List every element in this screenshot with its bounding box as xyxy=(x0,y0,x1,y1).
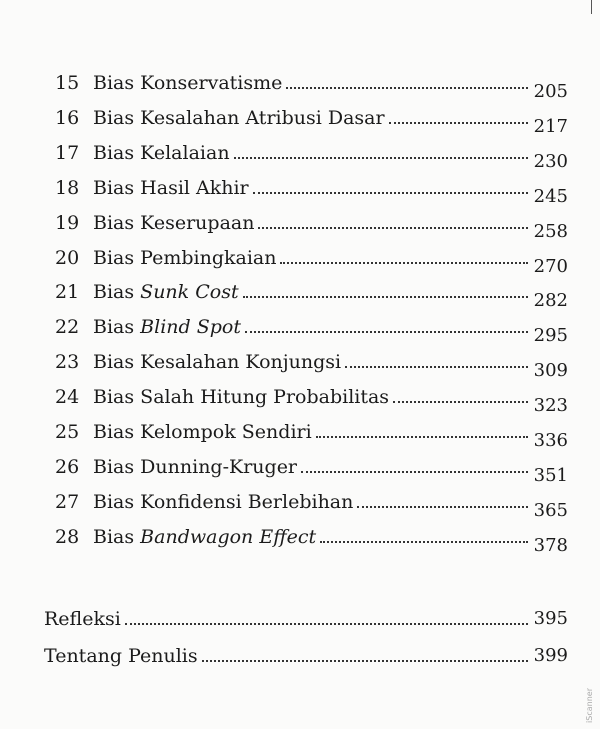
chapter-title: Dunning-Kruger xyxy=(140,455,298,478)
toc-entry xyxy=(55,455,568,486)
page-number: 282 xyxy=(533,290,568,312)
page-number: 351 xyxy=(533,464,568,486)
chapter-title: Konfidensi Berlebihan xyxy=(140,490,354,513)
toc-entry xyxy=(55,176,568,207)
dot-leader xyxy=(389,121,528,124)
chapter-title: Kesalahan Atribusi Dasar xyxy=(140,106,385,129)
chapter-number: 27 xyxy=(55,490,80,513)
toc-entry xyxy=(55,421,568,451)
scanner-watermark: iScanner xyxy=(585,688,594,723)
chapter-title: Salah Hitung Probabilitas xyxy=(140,386,390,409)
chapter-number: 18 xyxy=(55,176,80,199)
chapter-prefix: Bias xyxy=(93,106,141,129)
toc-back-matter-entry xyxy=(44,608,568,630)
dot-leader xyxy=(202,659,528,662)
chapter-title: Konservatisme xyxy=(140,72,283,94)
dot-leader xyxy=(316,435,528,438)
chapter-number: 21 xyxy=(55,281,80,304)
dot-leader xyxy=(357,505,527,508)
chapter-prefix: Bias xyxy=(93,141,141,164)
dot-leader xyxy=(280,261,527,264)
chapter-prefix: Bias xyxy=(93,211,141,234)
chapter-title: Kesalahan Konjungsi xyxy=(140,351,342,374)
dot-leader xyxy=(345,365,528,368)
chapter-title: Kelalaian xyxy=(140,141,230,164)
page-number: 205 xyxy=(533,81,568,102)
chapter-prefix: Bias xyxy=(93,455,141,478)
page-number: 270 xyxy=(533,255,568,277)
chapter-title: Bandwagon Effect xyxy=(140,525,317,548)
back-matter-title: Refleksi xyxy=(44,608,121,630)
chapter-number: 23 xyxy=(55,351,80,374)
chapter-prefix: Bias xyxy=(93,246,141,269)
page-number: 295 xyxy=(533,325,568,347)
chapter-number: 20 xyxy=(55,246,80,269)
toc-entry xyxy=(55,525,568,556)
page-number: 309 xyxy=(533,360,568,382)
page-number: 365 xyxy=(533,499,568,521)
page-number: 230 xyxy=(533,150,568,172)
page-number: 245 xyxy=(533,185,568,207)
toc-entry xyxy=(55,211,568,242)
chapter-number: 24 xyxy=(55,386,80,409)
dot-leader xyxy=(243,295,528,298)
chapter-title: Sunk Cost xyxy=(140,281,239,304)
chapter-number: 25 xyxy=(55,421,80,443)
chapter-title: Kelompok Sendiri xyxy=(140,421,312,443)
dot-leader xyxy=(286,86,527,89)
chapter-number: 15 xyxy=(55,72,80,94)
chapter-number: 22 xyxy=(55,316,80,339)
chapter-prefix: Bias xyxy=(93,176,141,199)
chapter-prefix: Bias xyxy=(93,525,141,548)
toc-entry xyxy=(55,246,568,277)
dot-leader xyxy=(253,191,528,194)
page-number: 336 xyxy=(533,430,568,451)
dot-leader xyxy=(320,540,527,543)
toc-back-matter-entry xyxy=(44,645,568,667)
toc-entry xyxy=(55,281,568,312)
dot-leader xyxy=(393,400,528,403)
chapter-title: Pembingkaian xyxy=(140,246,277,269)
chapter-number: 17 xyxy=(55,141,80,164)
dot-leader xyxy=(258,226,527,229)
chapter-prefix: Bias xyxy=(93,421,141,443)
back-matter-title: Tentang Penulis xyxy=(44,645,198,667)
dot-leader xyxy=(301,470,528,473)
toc-entry xyxy=(55,490,568,521)
chapter-prefix: Bias xyxy=(93,281,141,304)
page-number: 258 xyxy=(533,220,568,242)
dot-leader xyxy=(125,622,528,625)
toc-entry xyxy=(55,106,568,137)
page-number: 395 xyxy=(533,608,568,629)
chapter-number: 26 xyxy=(55,455,80,478)
chapter-title: Keserupaan xyxy=(140,211,255,234)
page-number: 399 xyxy=(533,645,568,666)
chapter-prefix: Bias xyxy=(93,386,141,409)
chapter-number: 19 xyxy=(55,211,80,234)
toc-entry xyxy=(55,141,568,172)
toc-entry xyxy=(55,72,568,102)
page-number: 217 xyxy=(533,115,568,137)
dot-leader xyxy=(245,330,528,333)
chapter-prefix: Bias xyxy=(93,316,141,339)
margin-mark xyxy=(591,0,592,14)
dot-leader xyxy=(234,156,528,159)
chapter-title: Blind Spot xyxy=(140,316,241,339)
toc-entry xyxy=(55,386,568,417)
chapter-number: 28 xyxy=(55,525,80,548)
chapter-prefix: Bias xyxy=(93,490,141,513)
page-number: 323 xyxy=(533,395,568,417)
chapter-prefix: Bias xyxy=(93,351,141,374)
chapter-title: Hasil Akhir xyxy=(140,176,249,199)
chapter-number: 16 xyxy=(55,106,80,129)
page-number: 378 xyxy=(533,534,568,556)
toc-entry xyxy=(55,351,568,382)
toc-entry xyxy=(55,316,568,347)
chapter-prefix: Bias xyxy=(93,72,141,94)
